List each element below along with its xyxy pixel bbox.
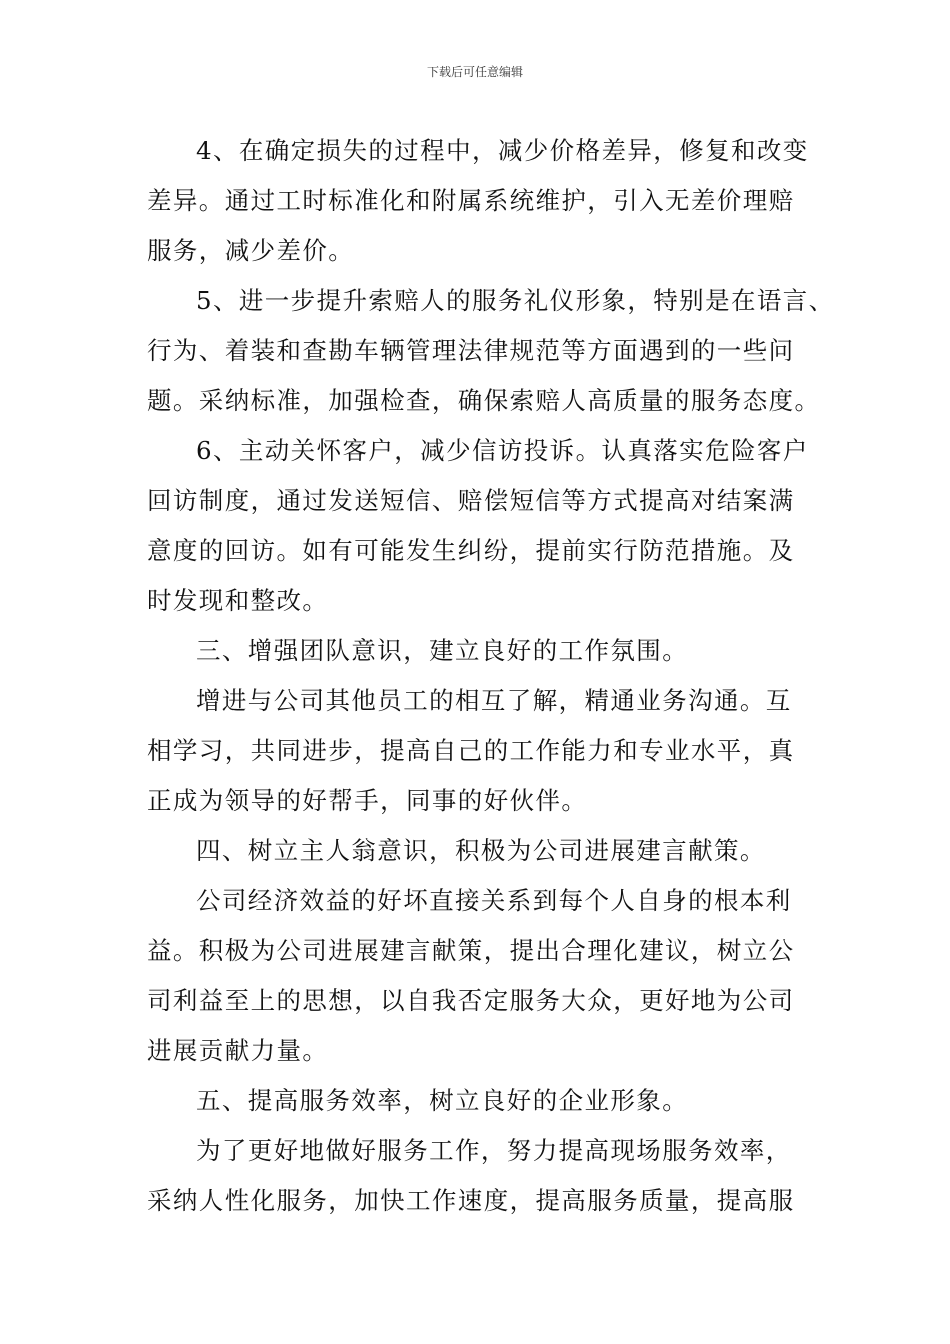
- text-line: 增进与公司其他员工的相互了解，精通业务沟通。互: [196, 686, 792, 715]
- paragraph-teamwork: [147, 676, 807, 826]
- page-header-note: 下载后可任意编辑: [426, 65, 523, 79]
- text-line: 三、增强团队意识，建立良好的工作氛围。: [196, 636, 689, 665]
- text-line: 采纳人性化服务，加快工作速度，提高服务质量，提高服: [147, 1186, 795, 1215]
- paragraph-item-6: [147, 426, 807, 626]
- text-line: 6、主动关怀客户，减少信访投诉。认真落实危险客户: [196, 436, 809, 465]
- text-line: 时发现和整改。: [147, 586, 329, 615]
- paragraph-item-4: [147, 126, 807, 276]
- text-line: 正成为领导的好帮手，同事的好伙伴。: [147, 786, 588, 815]
- text-line: 题。采纳标准，加强检查，确保索赔人高质量的服务态度。: [147, 386, 821, 415]
- document-body: [147, 126, 835, 1226]
- paragraph-service-efficiency: [147, 1126, 807, 1226]
- text-line: 司利益至上的思想，以自我否定服务大众，更好地为公司: [147, 986, 795, 1015]
- text-line: 5、进一步提升索赔人的服务礼仪形象，特别是在语言、: [196, 286, 835, 315]
- text-line: 差异。通过工时标准化和附属系统维护，引入无差价理赔: [147, 186, 795, 215]
- section-heading-3: [147, 626, 807, 676]
- section-heading-5: [147, 1076, 807, 1126]
- paragraph-item-5: [147, 276, 835, 426]
- text-line: 意度的回访。如有可能发生纠纷，提前实行防范措施。及: [147, 536, 795, 565]
- text-line: 服务，减少差价。: [147, 236, 355, 265]
- section-heading-4: [147, 826, 807, 876]
- text-line: 相学习，共同进步，提高自己的工作能力和专业水平，真: [147, 736, 795, 765]
- text-line: 4、在确定损失的过程中，减少价格差异，修复和改变: [196, 136, 809, 165]
- text-line: 益。积极为公司进展建言献策，提出合理化建议，树立公: [147, 936, 795, 965]
- text-line: 公司经济效益的好坏直接关系到每个人自身的根本利: [196, 886, 792, 915]
- text-line: 行为、着装和查勘车辆管理法律规范等方面遇到的一些问: [147, 336, 795, 365]
- text-line: 五、提高服务效率，树立良好的企业形象。: [196, 1086, 689, 1115]
- text-line: 进展贡献力量。: [147, 1036, 329, 1065]
- text-line: 四、树立主人翁意识，积极为公司进展建言献策。: [196, 836, 766, 865]
- text-line: 回访制度，通过发送短信、赔偿短信等方式提高对结案满: [147, 486, 795, 515]
- paragraph-ownership: [147, 876, 807, 1076]
- text-line: 为了更好地做好服务工作，努力提高现场服务效率，: [196, 1136, 792, 1165]
